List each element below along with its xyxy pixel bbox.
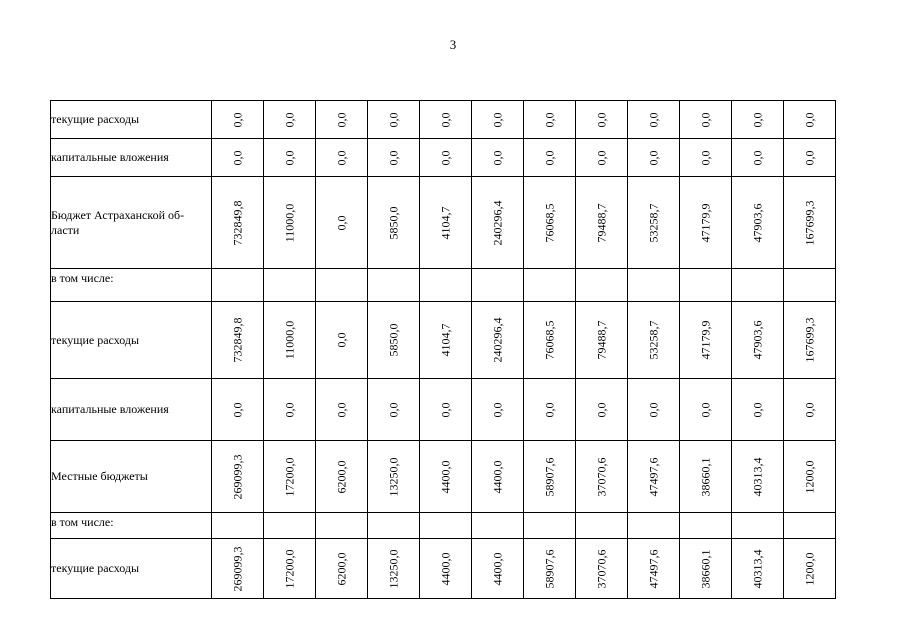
table-cell bbox=[524, 441, 576, 513]
cell-value: 47497,6 bbox=[646, 457, 660, 496]
table-cell bbox=[524, 302, 576, 379]
table-cell bbox=[784, 269, 836, 302]
table-cell bbox=[576, 441, 628, 513]
cell-value: 0,0 bbox=[698, 112, 712, 127]
cell-value: 47903,6 bbox=[750, 320, 764, 360]
table-cell bbox=[680, 441, 732, 513]
cell-value: 53258,7 bbox=[646, 203, 660, 242]
table-row bbox=[51, 269, 836, 302]
table-cell bbox=[368, 139, 420, 177]
cell-value: 0,0 bbox=[594, 112, 608, 127]
cell-value: 0,0 bbox=[594, 402, 608, 417]
table-cell bbox=[212, 139, 264, 177]
table-cell bbox=[420, 379, 472, 441]
cell-value: 79488,7 bbox=[594, 203, 608, 242]
cell-value: 0,0 bbox=[230, 150, 244, 165]
cell-value: 0,0 bbox=[750, 402, 764, 417]
table-cell bbox=[472, 379, 524, 441]
table-cell bbox=[680, 302, 732, 379]
table-cell bbox=[576, 177, 628, 269]
cell-value: 0,0 bbox=[698, 402, 712, 417]
row-label: текущие расходы bbox=[51, 101, 212, 139]
table-cell bbox=[316, 302, 368, 379]
table-cell bbox=[472, 139, 524, 177]
cell-value: 0,0 bbox=[334, 215, 348, 230]
table-cell bbox=[732, 177, 784, 269]
cell-value: 58907,6 bbox=[542, 457, 556, 496]
table-row bbox=[51, 513, 836, 539]
cell-value: 0,0 bbox=[490, 150, 504, 165]
table-cell bbox=[784, 101, 836, 139]
cell-value: 0,0 bbox=[386, 112, 400, 127]
table-cell bbox=[576, 379, 628, 441]
table-cell bbox=[628, 139, 680, 177]
table-row bbox=[51, 177, 836, 269]
cell-value: 37070,6 bbox=[594, 549, 608, 588]
table-cell bbox=[316, 269, 368, 302]
table-cell bbox=[628, 441, 680, 513]
cell-value: 4400,0 bbox=[490, 552, 504, 585]
cell-value: 240296,4 bbox=[490, 200, 504, 245]
cell-value: 0,0 bbox=[542, 402, 556, 417]
table-cell bbox=[732, 101, 784, 139]
cell-value: 0,0 bbox=[646, 402, 660, 417]
table-cell bbox=[732, 441, 784, 513]
table-cell bbox=[368, 441, 420, 513]
table-row bbox=[51, 379, 836, 441]
cell-value: 40313,4 bbox=[750, 549, 764, 588]
table-cell bbox=[316, 139, 368, 177]
table-cell bbox=[368, 177, 420, 269]
cell-value: 269099,3 bbox=[230, 546, 244, 591]
cell-value: 0,0 bbox=[386, 150, 400, 165]
cell-value: 0,0 bbox=[438, 150, 452, 165]
table-cell bbox=[212, 177, 264, 269]
cell-value: 4400,0 bbox=[490, 460, 504, 493]
table-cell bbox=[212, 379, 264, 441]
cell-value: 6200,0 bbox=[334, 460, 348, 493]
table-cell bbox=[264, 513, 316, 539]
table-cell bbox=[628, 302, 680, 379]
table-cell bbox=[420, 177, 472, 269]
cell-value: 0,0 bbox=[490, 402, 504, 417]
cell-value: 0,0 bbox=[334, 112, 348, 127]
cell-value: 4400,0 bbox=[438, 460, 452, 493]
table-cell bbox=[628, 539, 680, 599]
cell-value: 13250,0 bbox=[386, 457, 400, 496]
table-cell bbox=[524, 101, 576, 139]
cell-value: 167699,3 bbox=[802, 317, 816, 363]
table-cell bbox=[524, 139, 576, 177]
cell-value: 0,0 bbox=[282, 112, 296, 127]
table-cell bbox=[420, 539, 472, 599]
table-cell bbox=[420, 513, 472, 539]
cell-value: 47497,6 bbox=[646, 549, 660, 588]
cell-value: 40313,4 bbox=[750, 457, 764, 496]
cell-value: 58907,6 bbox=[542, 549, 556, 588]
cell-value: 0,0 bbox=[594, 150, 608, 165]
cell-value: 0,0 bbox=[334, 150, 348, 165]
cell-value: 53258,7 bbox=[646, 320, 660, 360]
cell-value: 0,0 bbox=[802, 150, 816, 165]
cell-value: 269099,3 bbox=[230, 454, 244, 499]
cell-value: 5850,0 bbox=[386, 206, 400, 239]
table-cell bbox=[680, 379, 732, 441]
table-cell bbox=[784, 513, 836, 539]
cell-value: 11000,0 bbox=[282, 320, 296, 360]
cell-value: 732849,8 bbox=[230, 317, 244, 363]
table-cell bbox=[732, 513, 784, 539]
table-cell bbox=[732, 539, 784, 599]
table-cell bbox=[732, 269, 784, 302]
table-cell bbox=[576, 139, 628, 177]
table-cell bbox=[212, 269, 264, 302]
table-cell bbox=[316, 379, 368, 441]
cell-value: 0,0 bbox=[646, 112, 660, 127]
cell-value: 38660,1 bbox=[698, 457, 712, 496]
cell-value: 1200,0 bbox=[802, 552, 816, 585]
cell-value: 47179,9 bbox=[698, 203, 712, 242]
cell-value: 13250,0 bbox=[386, 549, 400, 588]
table-cell bbox=[472, 177, 524, 269]
table-cell bbox=[784, 441, 836, 513]
table-cell bbox=[212, 441, 264, 513]
cell-value: 0,0 bbox=[334, 402, 348, 417]
row-label: в том числе: bbox=[51, 269, 212, 302]
table-cell bbox=[368, 269, 420, 302]
cell-value: 17200,0 bbox=[282, 457, 296, 496]
table-row bbox=[51, 302, 836, 379]
table-cell bbox=[420, 101, 472, 139]
table-cell bbox=[576, 101, 628, 139]
cell-value: 0,0 bbox=[698, 150, 712, 165]
table-cell bbox=[420, 302, 472, 379]
cell-value: 4104,7 bbox=[438, 206, 452, 239]
table-cell bbox=[524, 539, 576, 599]
page-number: 3 bbox=[449, 37, 457, 52]
table-cell bbox=[368, 302, 420, 379]
row-label: в том числе: bbox=[51, 513, 212, 539]
table-cell bbox=[368, 379, 420, 441]
cell-value: 6200,0 bbox=[334, 552, 348, 585]
table-cell bbox=[368, 539, 420, 599]
table-cell bbox=[576, 539, 628, 599]
table-cell bbox=[420, 139, 472, 177]
table-cell bbox=[264, 139, 316, 177]
table-cell bbox=[576, 513, 628, 539]
table-cell bbox=[316, 513, 368, 539]
table-cell bbox=[628, 513, 680, 539]
table-cell bbox=[212, 513, 264, 539]
table-cell bbox=[732, 302, 784, 379]
cell-value: 240296,4 bbox=[490, 317, 504, 363]
table-cell bbox=[628, 269, 680, 302]
table-cell bbox=[420, 441, 472, 513]
cell-value: 11000,0 bbox=[282, 203, 296, 242]
cell-value: 0,0 bbox=[386, 402, 400, 417]
cell-value: 1200,0 bbox=[802, 460, 816, 493]
table-cell bbox=[680, 177, 732, 269]
table-cell bbox=[316, 441, 368, 513]
cell-value: 76068,5 bbox=[542, 320, 556, 360]
cell-value: 0,0 bbox=[438, 112, 452, 127]
table-cell bbox=[264, 441, 316, 513]
table-cell bbox=[784, 139, 836, 177]
table-cell bbox=[316, 101, 368, 139]
cell-value: 0,0 bbox=[490, 112, 504, 127]
table-cell bbox=[628, 379, 680, 441]
cell-value: 0,0 bbox=[646, 150, 660, 165]
table-cell bbox=[368, 101, 420, 139]
table-row bbox=[51, 441, 836, 513]
cell-value: 0,0 bbox=[282, 402, 296, 417]
cell-value: 0,0 bbox=[802, 112, 816, 127]
table-cell bbox=[472, 302, 524, 379]
table-cell bbox=[212, 302, 264, 379]
table-cell bbox=[212, 101, 264, 139]
table-row bbox=[51, 539, 836, 599]
cell-value: 0,0 bbox=[542, 150, 556, 165]
cell-value: 17200,0 bbox=[282, 549, 296, 588]
cell-value: 0,0 bbox=[750, 150, 764, 165]
cell-value: 4400,0 bbox=[438, 552, 452, 585]
table-cell bbox=[472, 101, 524, 139]
cell-value: 5850,0 bbox=[386, 323, 400, 357]
table-cell bbox=[420, 269, 472, 302]
table-cell bbox=[212, 539, 264, 599]
table-cell bbox=[316, 539, 368, 599]
cell-value: 732849,8 bbox=[230, 200, 244, 245]
table-cell bbox=[472, 539, 524, 599]
table-cell bbox=[316, 177, 368, 269]
cell-value: 0,0 bbox=[542, 112, 556, 127]
table-cell bbox=[784, 379, 836, 441]
table-row bbox=[51, 101, 836, 139]
cell-value: 76068,5 bbox=[542, 203, 556, 242]
cell-value: 0,0 bbox=[334, 332, 348, 348]
row-label: капитальные вложения bbox=[51, 379, 212, 441]
table-cell bbox=[732, 379, 784, 441]
table-cell bbox=[264, 269, 316, 302]
cell-value: 0,0 bbox=[750, 112, 764, 127]
table-cell bbox=[576, 302, 628, 379]
table-cell bbox=[264, 101, 316, 139]
cell-value: 47179,9 bbox=[698, 320, 712, 360]
table-cell bbox=[524, 379, 576, 441]
row-label: Бюджет Астраханской об-ласти bbox=[51, 177, 212, 269]
table-cell bbox=[368, 513, 420, 539]
table-cell bbox=[264, 379, 316, 441]
table-cell bbox=[784, 177, 836, 269]
row-label: текущие расходы bbox=[51, 302, 212, 379]
cell-value: 167699,3 bbox=[802, 200, 816, 245]
table-cell bbox=[680, 101, 732, 139]
cell-value: 0,0 bbox=[802, 402, 816, 417]
table-cell bbox=[732, 139, 784, 177]
table-cell bbox=[784, 539, 836, 599]
table-cell bbox=[628, 101, 680, 139]
row-label: Местные бюджеты bbox=[51, 441, 212, 513]
row-label: капитальные вложения bbox=[51, 139, 212, 177]
cell-value: 0,0 bbox=[438, 402, 452, 417]
table-cell bbox=[264, 539, 316, 599]
table-cell bbox=[680, 513, 732, 539]
table-cell bbox=[472, 441, 524, 513]
cell-value: 38660,1 bbox=[698, 549, 712, 588]
cell-value: 0,0 bbox=[230, 112, 244, 127]
table-cell bbox=[680, 269, 732, 302]
cell-value: 47903,6 bbox=[750, 203, 764, 242]
cell-value: 0,0 bbox=[282, 150, 296, 165]
cell-value: 4104,7 bbox=[438, 323, 452, 357]
table-cell bbox=[524, 513, 576, 539]
table-cell bbox=[680, 139, 732, 177]
table-row bbox=[51, 139, 836, 177]
cell-value: 0,0 bbox=[230, 402, 244, 417]
table-cell bbox=[784, 302, 836, 379]
table-cell bbox=[264, 302, 316, 379]
table-cell bbox=[524, 177, 576, 269]
row-label: текущие расходы bbox=[51, 539, 212, 599]
table-cell bbox=[472, 269, 524, 302]
table-cell bbox=[680, 539, 732, 599]
table-cell bbox=[472, 513, 524, 539]
table-cell bbox=[628, 177, 680, 269]
table-cell bbox=[576, 269, 628, 302]
cell-value: 79488,7 bbox=[594, 320, 608, 360]
budget-table bbox=[50, 100, 836, 599]
cell-value: 37070,6 bbox=[594, 457, 608, 496]
table-cell bbox=[524, 269, 576, 302]
table-cell bbox=[264, 177, 316, 269]
